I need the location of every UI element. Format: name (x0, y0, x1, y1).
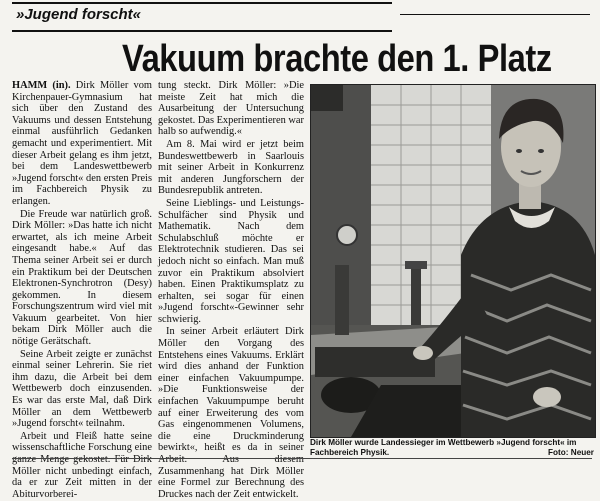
paragraph: HAMM (in). Dirk Möller vom Kirchenpauer-Gymnasium hat sich über den Zustand des Vakuums und dessen Entstehung einmal ausführlich Gedanken gemacht und experimentiert. Mit dieser Arbeit gelang es ihm jetzt, bei dem Landeswettbewerb »Jugend forscht« den ersten Preis im Fachbereich Physik zu erlangen. (12, 80, 152, 207)
paragraph: Seine Arbeit zeigte er zunächst einmal seiner Lehrerin. Sie riet ihm dazu, die Arbeit bei dem Wettbewerb doch einzusenden. Es war das erste Mal, daß Dirk Möller an dem Wettbewerb »Jugend forscht« teilnahm. (12, 348, 152, 430)
paragraph: Die Freude war natürlich groß. Dirk Möller: »Das hatte ich nicht erwartet, als ich meine Arbeit eingesandt habe.« Auf das Thema seiner Arbeit sei er durch ein Praktikum bei der Deutschen Elektronen-Synchrotron (Desy) gekommen. In diesem Forschungszentrum wird viel mit Vakuum gearbeitet. Von hier bekam Dirk Möller auch die nötige Gerätschaft. (12, 208, 152, 348)
rubric-label: »Jugend forscht« (16, 6, 142, 23)
article-column-1 (12, 80, 152, 501)
caption-text: Dirk Möller wurde Landessieger im Wettbewerb »Jugend forscht« im Fachbereich Physik. (310, 438, 577, 457)
paragraph: tung steckt. Dirk Möller: »Die meiste Zeit hat mich die Ausarbeitung der Untersuchung gekostet. Das Experimentieren war halb so aufwendig.« (158, 80, 304, 138)
paragraph: In seiner Arbeit erläutert Dirk Möller den Vorgang des Entstehens eines Vakuums. Erklärt wird dies anhand der Funktion einer einfachen Vakuumpumpe. »Die Funktionsweise der einfachen Vakuumpumpe beruht auf einer Erweiterung des vom Gas eingenommenen Volumens, die eine Druckminderung bewirkt«, heißt es da in seiner Arbeit. Aus diesem Zusammenhang hat Dirk Möller eine Formel zur Berechnung des Druckes nach der Zeit entwickelt. (158, 326, 304, 500)
article-column-2 (158, 80, 304, 501)
dateline: HAMM (in). (12, 80, 71, 91)
section-rubric (12, 2, 392, 32)
article-photo (310, 84, 596, 438)
photo-illustration (311, 85, 595, 437)
paragraph: Seine Lieblings- und Leistungs-Schulfächer sind Physik und Mathematik. Nach dem Schulabschluß möchte er Elektrotechnik studieren. Das sei jedoch nicht so einfach. Man muß zuvor ein Praktikum absolviert haben. Einen Praktikumsplatz zu erhalten, sei sogar für einen »Jugend forscht«-Gewinner sehr schwierig. (158, 197, 304, 325)
paragraph: Arbeit und Fleiß hatte seine wissenschaftliche Forschung eine ganze Menge gekostet. Für Dirk Möller nicht unbedingt einfach, da er zur Zeit mitten in der Abiturvorberei- (12, 430, 152, 500)
header-rule (400, 14, 590, 15)
article-headline: Vakuum brachte den 1. Platz (122, 38, 552, 80)
photo-credit: Foto: Neuer (548, 448, 594, 457)
bottom-rule (12, 458, 592, 459)
paragraph: Am 8. Mai wird er jetzt beim Bundeswettbewerb in Saarlouis mit seiner Arbeit in Konkurrenz mit anderen Jungforschern der Bundesrepublik antreten. (158, 138, 304, 197)
photo-caption (310, 438, 594, 458)
